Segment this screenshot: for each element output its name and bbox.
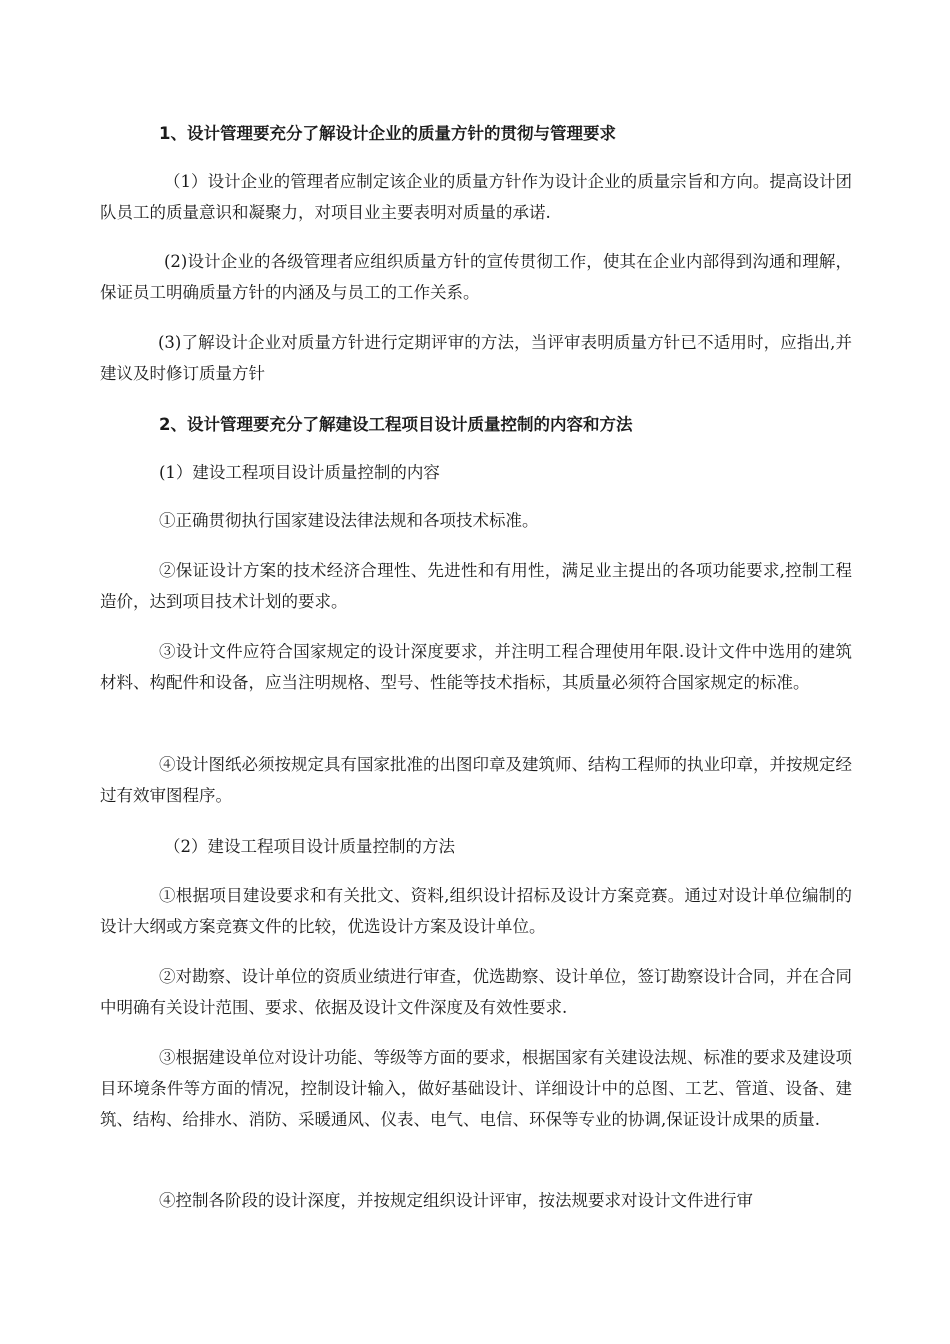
- paragraph: (3)了解设计企业对质量方针进行定期评审的方法，当评审表明质量方针已不适用时，应指出,并建议及时修订质量方针: [100, 333, 852, 383]
- paragraph: ②对勘察、设计单位的资质业绩进行审查，优选勘察、设计单位，签订勘察设计合同，并在合同中明确有关设计范围、要求、依据及设计文件深度及有效性要求.: [100, 967, 852, 1017]
- section-heading-2: 2、设计管理要充分了解建设工程项目设计质量控制的内容和方法: [159, 415, 633, 434]
- paragraph: (2)设计企业的各级管理者应组织质量方针的宣传贯彻工作，使其在企业内部得到沟通和理解，保证员工明确质量方针的内涵及与员工的工作关系。: [100, 252, 852, 302]
- paragraph: ③设计文件应符合国家规定的设计深度要求，并注明工程合理使用年限.设计文件中选用的建筑材料、构配件和设备，应当注明规格、型号、性能等技术指标，其质量必须符合国家规定的标准。: [100, 642, 852, 692]
- paragraph: (1）建设工程项目设计质量控制的内容: [159, 463, 440, 482]
- paragraph: ①正确贯彻执行国家建设法律法规和各项技术标准。: [159, 511, 539, 530]
- paragraph: ③根据建设单位对设计功能、等级等方面的要求，根据国家有关建设法规、标准的要求及建设项目环境条件等方面的情况，控制设计输入，做好基础设计、详细设计中的总图、工艺、管道、设备、建筑、结构、给排水、消防、采暖通风、仪表、电气、电信、环保等专业的协调,保证设计成果的质量.: [100, 1048, 852, 1129]
- paragraph: （1）设计企业的管理者应制定该企业的质量方针作为设计企业的质量宗旨和方向。提高设计团队员工的质量意识和凝聚力，对项目业主要表明对质量的承诺.: [100, 172, 852, 222]
- paragraph: ①根据项目建设要求和有关批文、资料,组织设计招标及设计方案竞赛。通过对设计单位编制的设计大纲或方案竞赛文件的比较，优选设计方案及设计单位。: [100, 886, 852, 936]
- paragraph: （2）建设工程项目设计质量控制的方法: [164, 837, 455, 856]
- paragraph: ④设计图纸必须按规定具有国家批准的出图印章及建筑师、结构工程师的执业印章，并按规定经过有效审图程序。: [100, 755, 852, 805]
- section-heading-1: 1、设计管理要充分了解设计企业的质量方针的贯彻与管理要求: [159, 124, 616, 143]
- paragraph: ④控制各阶段的设计深度，并按规定组织设计评审，按法规要求对设计文件进行审: [159, 1191, 753, 1210]
- paragraph: ②保证设计方案的技术经济合理性、先进性和有用性，满足业主提出的各项功能要求,控制工程造价，达到项目技术计划的要求。: [100, 561, 852, 611]
